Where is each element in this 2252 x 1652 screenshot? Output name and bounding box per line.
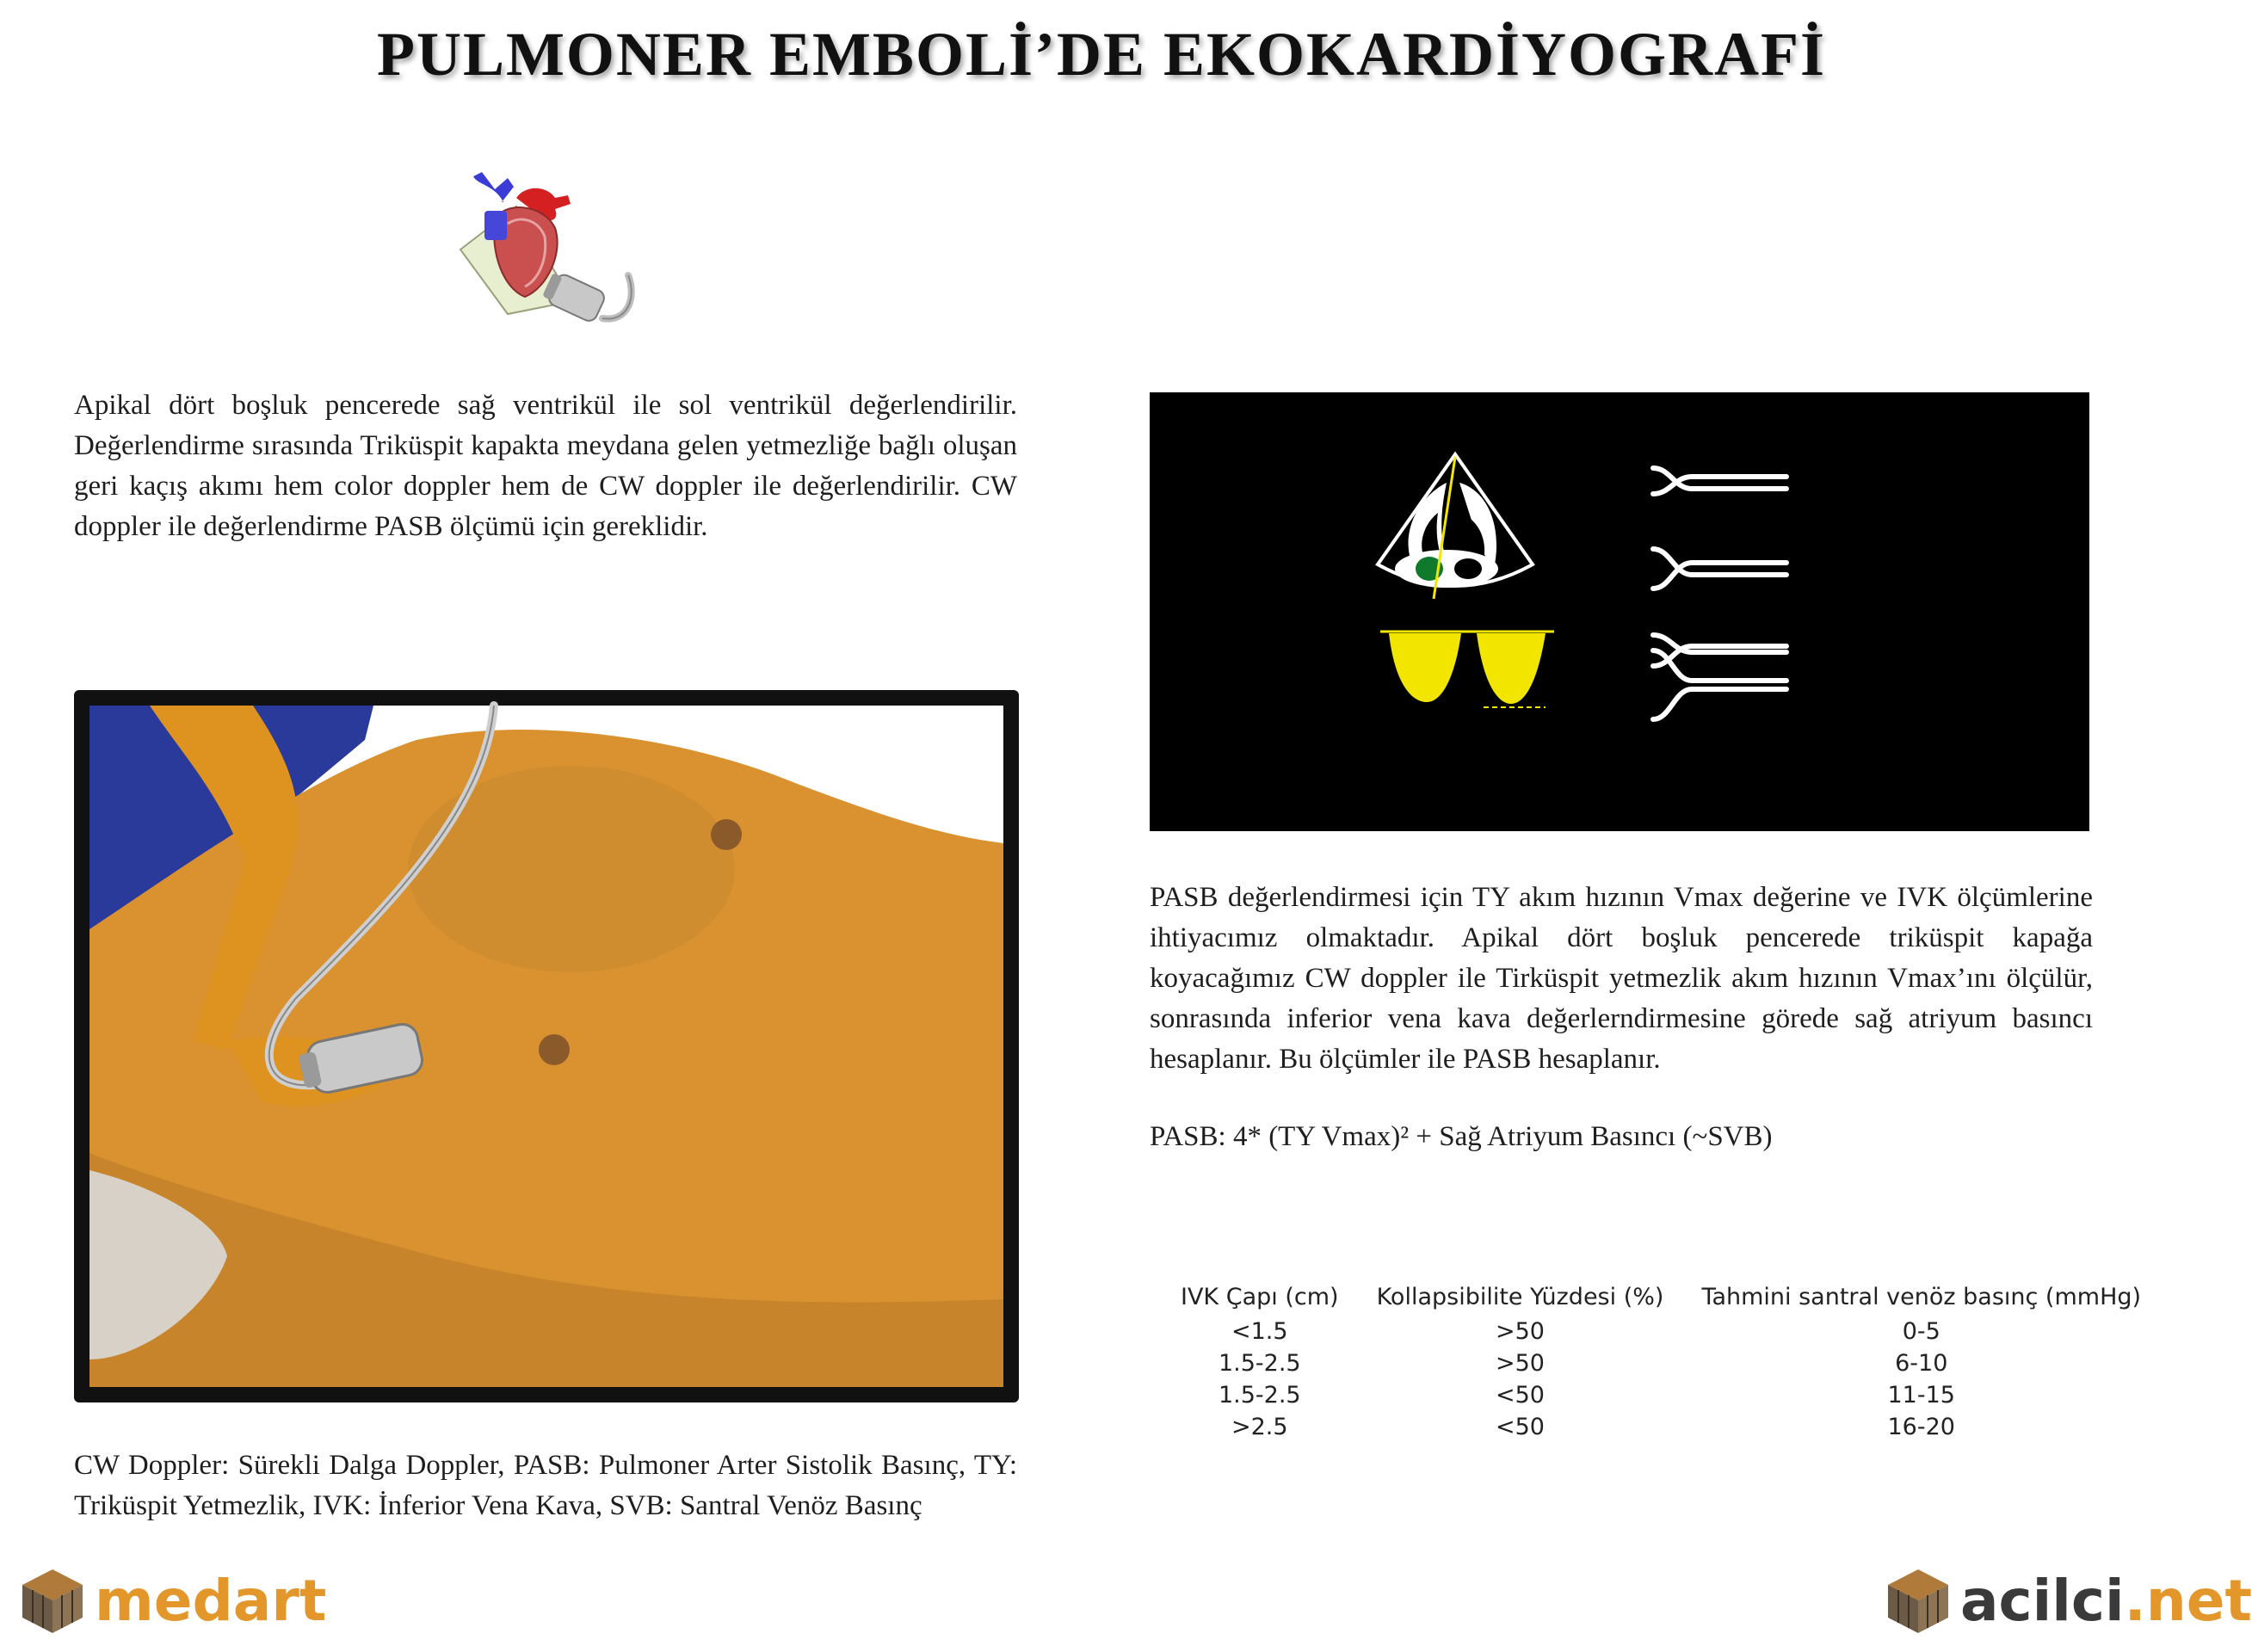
page-title: PULMONER EMBOLİ’DE EKOKARDİYOGRAFİ <box>376 20 1827 89</box>
patient-probe-illustration <box>74 690 1019 1402</box>
medart-logo[interactable] <box>19 1566 326 1635</box>
table-cell: >50 <box>1496 1350 1545 1377</box>
table-row <box>1162 1347 2160 1379</box>
column-header: IVK Çapı (cm) <box>1181 1284 1339 1310</box>
table-row <box>1162 1379 2160 1411</box>
logo-text: acilci <box>1960 1567 2125 1634</box>
table-cell: 11-15 <box>1887 1382 1955 1409</box>
pasb-formula: PASB: 4* (TY Vmax)² + Sağ Atriyum Basıncı (~SVB) <box>1150 1121 1773 1152</box>
column-header: Kollapsibilite Yüzdesi (%) <box>1376 1284 1664 1310</box>
table-cell: 1.5-2.5 <box>1218 1350 1301 1377</box>
logo-text-suffix: .net <box>2124 1567 2252 1634</box>
pasb-paragraph: PASB değerlendirmesi için TY akım hızının Vmax değerine ve IVK ölçümlerine ihtiyacımız olmaktadır. Apikal dört boşluk pencerede triküspit kapağa koyacağımız CW doppler ile Tirküspit yetmezlik akım hızının Vmax’ını ölçülür, sonrasında inferior vena kava değerlerndirmesine görede sağ atriyum basıncı hesaplanır. Bu ölçümler ile PASB hesaplanır. <box>1150 882 2093 1075</box>
logo-cube-icon <box>19 1566 86 1635</box>
table-cell: <50 <box>1496 1414 1545 1440</box>
heart-probe-icon <box>443 168 650 340</box>
logo-text: medart <box>95 1567 327 1634</box>
table-cell: 0-5 <box>1902 1318 1940 1345</box>
table-cell: <50 <box>1496 1382 1545 1409</box>
table-cell: 1.5-2.5 <box>1218 1382 1301 1409</box>
table-row <box>1162 1316 2160 1347</box>
apical-view-paragraph: Apikal dört boşluk pencerede sağ ventrikül ile sol ventrikül değerlendirilir. Değerlendirme sırasında Triküspit kapakta meydana gelen yetmezliğe bağlı oluşan geri kaçış akımı hem color doppler hem de CW doppler ile değerlendirilir. CW doppler ile değerlendirme PASB ölçümü için gereklidir. <box>74 390 1017 542</box>
table-header-row <box>1162 1284 2160 1316</box>
column-header: Tahmini santral venöz basınç (mmHg) <box>1701 1284 2142 1310</box>
table-cell: >2.5 <box>1231 1414 1288 1440</box>
table-cell: >50 <box>1496 1318 1545 1345</box>
acilci-logo[interactable] <box>1885 1566 2252 1635</box>
logo-cube-icon <box>1885 1566 1952 1635</box>
ivk-table <box>1162 1284 2160 1443</box>
table-row <box>1162 1411 2160 1443</box>
table-cell: 16-20 <box>1887 1414 1955 1440</box>
table-cell: <1.5 <box>1231 1318 1288 1345</box>
echo-doppler-diagram <box>1150 392 2089 831</box>
abbreviations-note: CW Doppler: Sürekli Dalga Doppler, PASB: Pulmoner Arter Sistolik Basınç, TY: Triküspit Yetmezlik, IVK: İnferior Vena Kava, SVB: Santral Venöz Basınç <box>74 1450 1017 1521</box>
table-cell: 6-10 <box>1895 1350 1948 1377</box>
